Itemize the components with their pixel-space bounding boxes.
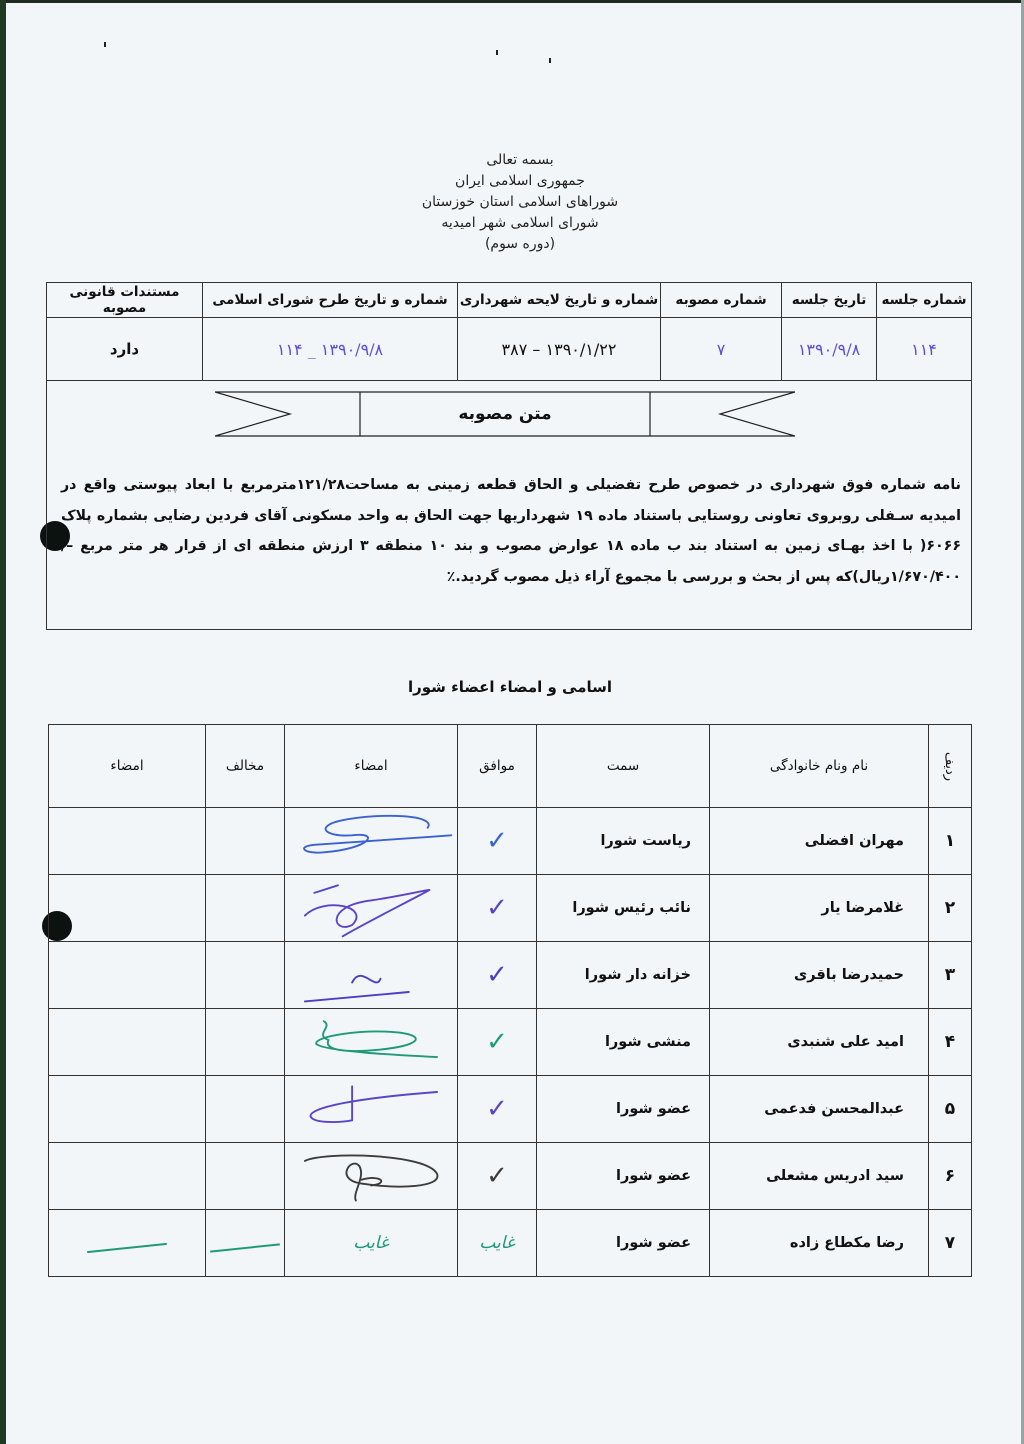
header-line-city-council: شورای اسلامی شهر امیدیه	[441, 215, 599, 231]
municipal-bill-value: ۱۳۹۰/۱/۲۲ – ۳۸۷	[458, 318, 661, 381]
member-row	[49, 1076, 972, 1143]
members-section-title: اسامی و امضاء اعضاء شورا	[407, 678, 613, 696]
member-row-number: ۷	[929, 1210, 972, 1277]
resolution-body: نامه شماره فوق شهرداری در خصوص طرح تفضیلی و الحاق قطعه زمینی به مساحت۱۲۱/۲۸مترمربع با ابعاد پیوستی واقع در امیدیه سـفلی روبروی تعاونی روستایی باستناد ماده ۱۹ شهرداریها جهت الحاق به واحد مسکونی آقای فردین رضایی بشماره پلاک ۶۰۶۶( با اخذ بهـای زمین به استناد بند ب ماده ۱۸ عوارض مصوب و بند ۱۰ منطقه ۳ ارزش منطقه ای از قرار هر متر مربع –/۱/۶۷۰/۴۰۰ریال)که پس از بحث و بررسی با مجموع آراء ذیل مصوب گردید.٪	[61, 477, 961, 585]
member-signature-2-cell	[49, 1076, 206, 1143]
header-agree: موافق	[458, 725, 537, 808]
scan-speck	[549, 58, 551, 63]
member-row	[49, 942, 972, 1009]
signature-scribble	[286, 944, 456, 1006]
absent-dash	[87, 1242, 167, 1252]
member-row	[49, 808, 972, 875]
member-oppose-cell	[206, 1143, 285, 1210]
member-agree-cell	[458, 875, 537, 942]
resolution-meta-table	[46, 282, 972, 381]
header-legal-docs: مستندات قانونی مصوبه	[47, 283, 203, 318]
member-name: عبدالمحسن فدعمی	[710, 1076, 929, 1143]
member-agree-cell	[458, 1009, 537, 1076]
member-signature-2-cell	[49, 942, 206, 1009]
member-signature-2-cell	[49, 808, 206, 875]
council-plan-value: ۱۳۹۰/۹/۸ _ ۱۱۴	[203, 318, 458, 381]
checkmark-icon: ✓	[486, 1094, 508, 1124]
member-oppose-cell	[206, 1210, 285, 1277]
member-oppose-cell	[206, 1076, 285, 1143]
signature-scribble	[286, 877, 456, 939]
legal-docs-value: دارد	[47, 318, 203, 381]
scan-speck	[104, 42, 106, 47]
member-oppose-cell	[206, 875, 285, 942]
header-session-number: شماره جلسه	[877, 283, 972, 318]
checkmark-icon: ✓	[486, 826, 508, 856]
member-role: عضو شورا	[537, 1076, 710, 1143]
header-session-date: تاریخ جلسه	[782, 283, 877, 318]
member-row	[49, 1210, 972, 1277]
member-row-number: ۴	[929, 1009, 972, 1076]
header-row-number	[929, 725, 972, 808]
checkmark-icon: ✓	[486, 1161, 508, 1191]
session-date-value: ۱۳۹۰/۹/۸	[782, 318, 877, 381]
member-signature-cell	[285, 875, 458, 942]
member-signature-2-cell	[49, 1143, 206, 1210]
resolution-text-box	[46, 378, 972, 630]
member-oppose-cell	[206, 1009, 285, 1076]
member-row	[49, 1143, 972, 1210]
signature-scribble	[286, 810, 456, 872]
member-signature-cell	[285, 808, 458, 875]
member-row-number: ۵	[929, 1076, 972, 1143]
member-signature-2-cell	[49, 1009, 206, 1076]
member-role: عضو شورا	[537, 1143, 710, 1210]
scan-edge-top	[0, 0, 1024, 3]
header-line-country: جمهوری اسلامی ایران	[455, 173, 585, 189]
absent-mark: غایب	[479, 1233, 515, 1253]
header-council-plan: شماره و تاریخ طرح شورای اسلامی	[203, 283, 458, 318]
header-oppose: مخالف	[206, 725, 285, 808]
resolution-number-value: ۷	[661, 318, 782, 381]
header-name: نام ونام خانوادگی	[710, 725, 929, 808]
signature-scribble	[286, 1078, 456, 1140]
scan-edge-left	[0, 0, 6, 1444]
session-number-value: ۱۱۴	[877, 318, 972, 381]
header-municipal-bill: شماره و تاریخ لایحه شهرداری	[458, 283, 661, 318]
header-line-term: (دوره سوم)	[484, 236, 556, 252]
absent-dash	[210, 1243, 280, 1252]
header-resolution-number: شماره مصوبه	[661, 283, 782, 318]
document-header	[300, 150, 740, 255]
header-line-bismillah: بسمه تعالی	[486, 152, 554, 168]
member-oppose-cell	[206, 808, 285, 875]
resolution-title: متن مصوبه	[458, 404, 552, 424]
header-signature-2: امضاء	[49, 725, 206, 808]
member-role: نائب رئیس شورا	[537, 875, 710, 942]
member-role: منشی شورا	[537, 1009, 710, 1076]
member-name: مهران افضلی	[710, 808, 929, 875]
signature-scribble	[286, 1145, 456, 1207]
header-row-number-label: ردیف	[942, 751, 958, 782]
member-agree-cell	[458, 942, 537, 1009]
checkmark-icon: ✓	[486, 893, 508, 923]
scan-speck	[496, 50, 498, 55]
member-row-number: ۶	[929, 1143, 972, 1210]
member-rows	[49, 808, 972, 1277]
member-row-number: ۲	[929, 875, 972, 942]
member-name: غلامرضا یار	[710, 875, 929, 942]
member-signature-cell	[285, 1143, 458, 1210]
member-role: ریاست شورا	[537, 808, 710, 875]
member-row-number: ۳	[929, 942, 972, 1009]
member-signature-cell	[285, 1210, 458, 1277]
member-signature-cell	[285, 942, 458, 1009]
member-name: سید ادریس مشعلی	[710, 1143, 929, 1210]
member-agree-cell	[458, 808, 537, 875]
header-role: سمت	[537, 725, 710, 808]
header-signature: امضاء	[285, 725, 458, 808]
member-row	[49, 875, 972, 942]
member-row-number: ۱	[929, 808, 972, 875]
member-oppose-cell	[206, 942, 285, 1009]
meta-header-row	[47, 283, 972, 318]
member-agree-cell	[458, 1210, 537, 1277]
absent-signature-text: غایب	[353, 1233, 389, 1253]
meta-value-row	[47, 318, 972, 381]
member-row	[49, 1009, 972, 1076]
member-signature-cell	[285, 1009, 458, 1076]
member-signature-2-cell	[49, 875, 206, 942]
members-header-row	[49, 725, 972, 808]
member-name: امید علی شنبدی	[710, 1009, 929, 1076]
member-agree-cell	[458, 1076, 537, 1143]
member-name: حمیدرضا باقری	[710, 942, 929, 1009]
header-line-province-councils: شوراهای اسلامی استان خوزستان	[421, 194, 619, 210]
member-name: رضا مکطاع زاده	[710, 1210, 929, 1277]
signature-scribble	[286, 1011, 456, 1073]
member-agree-cell	[458, 1143, 537, 1210]
member-signature-cell	[285, 1076, 458, 1143]
member-role: خزانه دار شورا	[537, 942, 710, 1009]
members-table	[48, 724, 972, 1277]
member-signature-2-cell	[49, 1210, 206, 1277]
checkmark-icon: ✓	[486, 960, 508, 990]
checkmark-icon: ✓	[486, 1027, 508, 1057]
member-role: عضو شورا	[537, 1210, 710, 1277]
